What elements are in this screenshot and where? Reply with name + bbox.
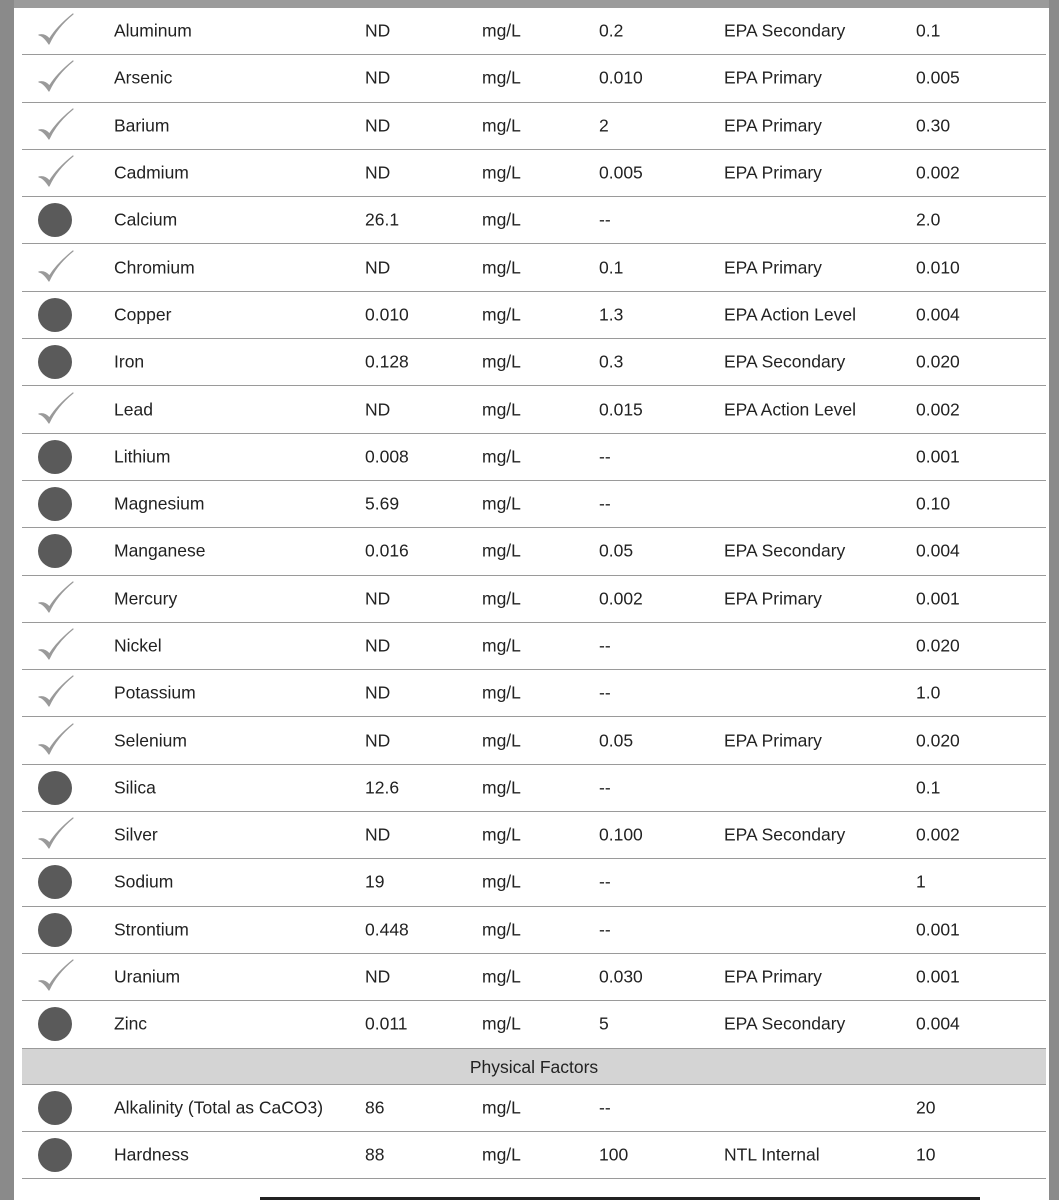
section-title: Physical Factors: [469, 1056, 599, 1077]
limit-value: --: [599, 635, 611, 656]
unit-value: mg/L: [482, 67, 521, 88]
filled-circle-icon: [36, 297, 76, 333]
filled-circle-shape: [38, 913, 72, 947]
limit-value: 0.030: [599, 966, 643, 987]
analyte-name: Barium: [114, 114, 170, 135]
result-value: 86: [365, 1096, 385, 1117]
checkmark-shape: [36, 392, 76, 428]
filled-circle-shape: [38, 1138, 72, 1172]
analyte-name: Iron: [114, 351, 145, 372]
unit-value: mg/L: [482, 304, 521, 325]
filled-circle-shape: [38, 487, 72, 521]
filled-circle-icon: [36, 1137, 76, 1173]
analyte-name: Arsenic: [114, 67, 173, 88]
table-row: [22, 765, 1046, 812]
filled-circle-icon: [36, 770, 76, 806]
results-table: [22, 8, 1046, 1179]
analyte-name: Lithium: [114, 446, 171, 467]
table-row: [22, 150, 1046, 197]
limit-value: 1.3: [599, 304, 624, 325]
checkmark-shape: [36, 60, 76, 96]
table-row: [22, 386, 1046, 433]
detection-limit-value: 0.020: [916, 729, 960, 750]
table-row: [22, 481, 1046, 528]
checkmark-shape: [36, 250, 76, 286]
unit-value: mg/L: [482, 351, 521, 372]
analyte-name: Nickel: [114, 635, 162, 656]
standard-value: EPA Secondary: [724, 351, 846, 372]
detection-limit-value: 20: [916, 1096, 936, 1117]
result-value: ND: [365, 20, 391, 41]
standard-value: EPA Secondary: [724, 20, 846, 41]
table-row: [22, 907, 1046, 954]
limit-value: 0.005: [599, 162, 643, 183]
detection-limit-value: 0.001: [916, 919, 960, 940]
metals-section: [22, 8, 1046, 1049]
page-frame-right: [1049, 0, 1059, 1200]
standard-value: EPA Primary: [724, 587, 822, 608]
standard-value: EPA Secondary: [724, 540, 846, 561]
section-header-physical-factors: [22, 1049, 1046, 1085]
analyte-name: Aluminum: [114, 20, 192, 41]
checkmark-shape: [36, 108, 76, 144]
table-row: [22, 103, 1046, 150]
standard-value: EPA Secondary: [724, 1013, 846, 1034]
result-value: 5.69: [365, 493, 400, 514]
filled-circle-shape: [38, 203, 72, 237]
result-value: 0.016: [365, 540, 409, 561]
limit-value: --: [599, 871, 611, 892]
analyte-name: Strontium: [114, 919, 189, 940]
filled-circle-icon: [36, 1006, 76, 1042]
result-value: ND: [365, 398, 391, 419]
table-row: [22, 670, 1046, 717]
result-value: ND: [365, 682, 391, 703]
result-value: ND: [365, 966, 391, 987]
filled-circle-shape: [38, 771, 72, 805]
analyte-name: Manganese: [114, 540, 206, 561]
filled-circle-shape: [38, 865, 72, 899]
filled-circle-icon: [36, 344, 76, 380]
filled-circle-icon: [36, 439, 76, 475]
checkmark-icon: [36, 60, 76, 96]
page-frame-top: [14, 0, 1049, 8]
table-row: [22, 434, 1046, 481]
table-row: [22, 576, 1046, 623]
standard-value: EPA Primary: [724, 162, 822, 183]
analyte-name: Zinc: [114, 1013, 148, 1034]
analyte-name: Potassium: [114, 682, 196, 703]
checkmark-icon: [36, 108, 76, 144]
standard-value: EPA Action Level: [724, 304, 856, 325]
filled-circle-icon: [36, 486, 76, 522]
limit-value: --: [599, 777, 611, 798]
detection-limit-value: 2.0: [916, 209, 941, 230]
checkmark-shape: [36, 817, 76, 853]
limit-value: 5: [599, 1013, 609, 1034]
filled-circle-icon: [36, 1090, 76, 1126]
result-value: 0.128: [365, 351, 409, 372]
unit-value: mg/L: [482, 209, 521, 230]
checkmark-shape: [36, 13, 76, 49]
checkmark-icon: [36, 628, 76, 664]
table-row: [22, 528, 1046, 575]
table-row: [22, 1132, 1046, 1179]
result-value: ND: [365, 67, 391, 88]
limit-value: --: [599, 493, 611, 514]
checkmark-icon: [36, 959, 76, 995]
analyte-name: Silver: [114, 824, 158, 845]
analyte-name: Uranium: [114, 966, 181, 987]
table-row: [22, 292, 1046, 339]
detection-limit-value: 0.002: [916, 398, 960, 419]
analyte-name: Selenium: [114, 729, 187, 750]
result-value: 88: [365, 1144, 385, 1165]
unit-value: mg/L: [482, 1096, 521, 1117]
detection-limit-value: 1: [916, 871, 926, 892]
table-row: [22, 954, 1046, 1001]
analyte-name: Silica: [114, 777, 156, 798]
detection-limit-value: 0.001: [916, 446, 960, 467]
filled-circle-shape: [38, 298, 72, 332]
detection-limit-value: 0.020: [916, 351, 960, 372]
detection-limit-value: 1.0: [916, 682, 941, 703]
checkmark-icon: [36, 392, 76, 428]
result-value: 0.008: [365, 446, 409, 467]
result-value: ND: [365, 824, 391, 845]
filled-circle-icon: [36, 202, 76, 238]
unit-value: mg/L: [482, 256, 521, 277]
unit-value: mg/L: [482, 824, 521, 845]
unit-value: mg/L: [482, 635, 521, 656]
standard-value: EPA Secondary: [724, 824, 846, 845]
analyte-name: Lead: [114, 398, 153, 419]
detection-limit-value: 10: [916, 1144, 936, 1165]
limit-value: 0.010: [599, 67, 643, 88]
analyte-name: Alkalinity (Total as CaCO3): [114, 1096, 324, 1117]
limit-value: 0.002: [599, 587, 643, 608]
limit-value: 0.100: [599, 824, 643, 845]
limit-value: 0.2: [599, 20, 624, 41]
detection-limit-value: 0.020: [916, 635, 960, 656]
standard-value: NTL Internal: [724, 1144, 820, 1165]
table-row: [22, 1085, 1046, 1132]
standard-value: EPA Primary: [724, 67, 822, 88]
table-row: [22, 244, 1046, 291]
result-value: 0.010: [365, 304, 409, 325]
unit-value: mg/L: [482, 919, 521, 940]
limit-value: 100: [599, 1144, 629, 1165]
checkmark-shape: [36, 675, 76, 711]
limit-value: 0.05: [599, 540, 634, 561]
filled-circle-shape: [38, 1091, 72, 1125]
detection-limit-value: 0.005: [916, 67, 960, 88]
unit-value: mg/L: [482, 871, 521, 892]
checkmark-icon: [36, 723, 76, 759]
unit-value: mg/L: [482, 493, 521, 514]
analyte-name: Copper: [114, 304, 172, 325]
filled-circle-icon: [36, 912, 76, 948]
unit-value: mg/L: [482, 729, 521, 750]
unit-value: mg/L: [482, 20, 521, 41]
result-value: ND: [365, 256, 391, 277]
analyte-name: Hardness: [114, 1144, 189, 1165]
detection-limit-value: 0.10: [916, 493, 951, 514]
limit-value: 0.05: [599, 729, 634, 750]
unit-value: mg/L: [482, 446, 521, 467]
checkmark-icon: [36, 581, 76, 617]
result-value: 0.448: [365, 919, 409, 940]
limit-value: --: [599, 919, 611, 940]
filled-circle-icon: [36, 533, 76, 569]
table-row: [22, 859, 1046, 906]
limit-value: --: [599, 682, 611, 703]
unit-value: mg/L: [482, 1144, 521, 1165]
limit-value: --: [599, 1096, 611, 1117]
limit-value: 2: [599, 114, 609, 135]
detection-limit-value: 0.002: [916, 824, 960, 845]
unit-value: mg/L: [482, 587, 521, 608]
filled-circle-shape: [38, 440, 72, 474]
unit-value: mg/L: [482, 682, 521, 703]
standard-value: EPA Primary: [724, 729, 822, 750]
checkmark-shape: [36, 581, 76, 617]
analyte-name: Sodium: [114, 871, 174, 892]
analyte-name: Cadmium: [114, 162, 189, 183]
result-value: 0.011: [365, 1013, 408, 1034]
limit-value: 0.015: [599, 398, 643, 419]
table-row: [22, 1001, 1046, 1048]
table-row: [22, 339, 1046, 386]
detection-limit-value: 0.004: [916, 540, 960, 561]
table-row: [22, 55, 1046, 102]
unit-value: mg/L: [482, 777, 521, 798]
checkmark-shape: [36, 155, 76, 191]
detection-limit-value: 0.001: [916, 587, 960, 608]
unit-value: mg/L: [482, 540, 521, 561]
table-row: [22, 197, 1046, 244]
standard-value: EPA Primary: [724, 256, 822, 277]
filled-circle-shape: [38, 345, 72, 379]
analyte-name: Chromium: [114, 256, 195, 277]
page-frame-left: [0, 0, 14, 1200]
result-value: ND: [365, 114, 391, 135]
checkmark-shape: [36, 959, 76, 995]
checkmark-icon: [36, 675, 76, 711]
unit-value: mg/L: [482, 1013, 521, 1034]
unit-value: mg/L: [482, 162, 521, 183]
physical-factors-section: [22, 1085, 1046, 1180]
checkmark-icon: [36, 155, 76, 191]
checkmark-icon: [36, 817, 76, 853]
analyte-name: Calcium: [114, 209, 178, 230]
table-row: [22, 623, 1046, 670]
analyte-name: Magnesium: [114, 493, 205, 514]
limit-value: 0.1: [599, 256, 624, 277]
table-row: [22, 717, 1046, 764]
unit-value: mg/L: [482, 966, 521, 987]
limit-value: --: [599, 209, 611, 230]
filled-circle-shape: [38, 1007, 72, 1041]
detection-limit-value: 0.010: [916, 256, 960, 277]
analyte-name: Mercury: [114, 587, 178, 608]
detection-limit-value: 0.001: [916, 966, 960, 987]
detection-limit-value: 0.1: [916, 777, 941, 798]
detection-limit-value: 0.004: [916, 1013, 960, 1034]
standard-value: EPA Primary: [724, 114, 822, 135]
result-value: ND: [365, 587, 391, 608]
filled-circle-icon: [36, 864, 76, 900]
result-value: 19: [365, 871, 385, 892]
detection-limit-value: 0.30: [916, 114, 951, 135]
checkmark-shape: [36, 723, 76, 759]
detection-limit-value: 0.004: [916, 304, 960, 325]
checkmark-shape: [36, 628, 76, 664]
standard-value: EPA Primary: [724, 966, 822, 987]
filled-circle-shape: [38, 534, 72, 568]
result-value: ND: [365, 729, 391, 750]
result-value: 12.6: [365, 777, 400, 798]
standard-value: EPA Action Level: [724, 398, 856, 419]
checkmark-icon: [36, 13, 76, 49]
limit-value: 0.3: [599, 351, 624, 372]
checkmark-icon: [36, 250, 76, 286]
unit-value: mg/L: [482, 114, 521, 135]
detection-limit-value: 0.002: [916, 162, 960, 183]
result-value: ND: [365, 162, 391, 183]
table-row: [22, 812, 1046, 859]
limit-value: --: [599, 446, 611, 467]
result-value: 26.1: [365, 209, 400, 230]
table-row: [22, 8, 1046, 55]
detection-limit-value: 0.1: [916, 20, 941, 41]
unit-value: mg/L: [482, 398, 521, 419]
result-value: ND: [365, 635, 391, 656]
